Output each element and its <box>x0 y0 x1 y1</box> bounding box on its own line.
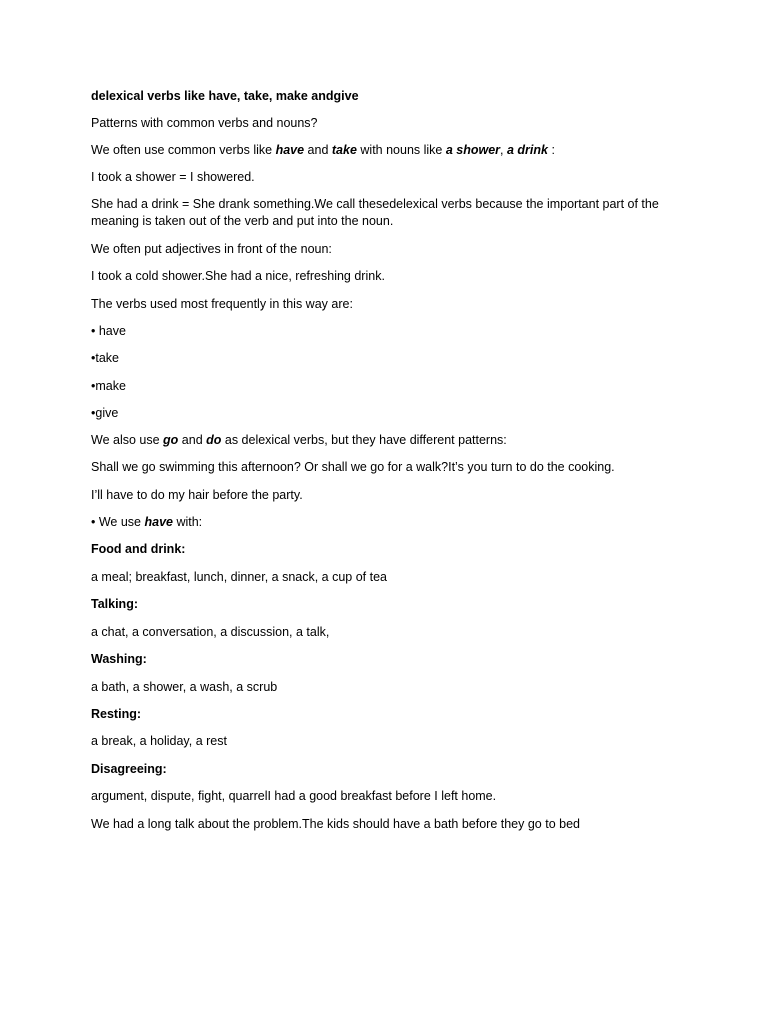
closing-paragraph: We had a long talk about the problem.The kids should have a bath before they go to bed <box>91 817 580 831</box>
category-heading: Talking: <box>91 597 138 611</box>
intro-paragraph <box>91 142 681 158</box>
intro-and: and <box>304 143 332 157</box>
intro-text-1: We often use common verbs like <box>91 143 276 157</box>
adjectives-note: We often put adjectives in front of the noun: <box>91 242 332 256</box>
go-do-go: go <box>163 433 179 447</box>
example-4: Shall we go swimming this afternoon? Or shall we go for a walk?It’s you turn to do the cooking. <box>91 460 615 474</box>
verb-list-item: •take <box>91 351 120 365</box>
go-do-do: do <box>206 433 222 447</box>
intro-have: have <box>275 143 305 157</box>
example-1: I took a shower = I showered. <box>91 170 255 184</box>
go-do-paragraph <box>91 432 681 448</box>
go-do-text-1: We also use <box>91 433 164 447</box>
category-items: a chat, a conversation, a discussion, a talk, <box>91 625 330 639</box>
go-do-and: and <box>178 433 207 447</box>
intro-text-2: with nouns like <box>356 143 446 157</box>
category-heading: Resting: <box>91 707 141 721</box>
use-have-text-2: with: <box>172 515 203 529</box>
use-have-have: have <box>144 515 173 529</box>
example-5: I’ll have to do my hair before the party. <box>91 488 303 502</box>
example-2: She had a drink = She drank something.We call thesedelexical verbs because the important part of the meaning is taken out of the verb and put into the noun. <box>91 197 659 228</box>
category-heading: Washing: <box>91 652 147 666</box>
intro-comma: , <box>500 143 507 157</box>
verb-list-item: • have <box>91 324 126 338</box>
document-subtitle: Patterns with common verbs and nouns? <box>91 116 318 130</box>
category-heading: Food and drink: <box>91 542 186 556</box>
category-heading: Disagreeing: <box>91 762 167 776</box>
intro-colon: : <box>548 143 555 157</box>
verb-list-item: •make <box>91 379 126 393</box>
category-items: a bath, a shower, a wash, a scrub <box>91 680 278 694</box>
intro-a-drink: a drink <box>507 143 548 157</box>
document-title: delexical verbs like have, take, make andgive <box>91 89 359 103</box>
intro-take: take <box>331 143 357 157</box>
example-3: I took a cold shower.She had a nice, refreshing drink. <box>91 269 385 283</box>
category-items: a break, a holiday, a rest <box>91 734 227 748</box>
go-do-text-2: as delexical verbs, but they have different patterns: <box>221 433 507 447</box>
intro-a-shower: a shower <box>445 143 501 157</box>
category-items: argument, dispute, fight, quarrelI had a good breakfast before I left home. <box>91 789 497 803</box>
use-have-heading <box>91 514 681 530</box>
verbs-intro: The verbs used most frequently in this way are: <box>91 297 353 311</box>
use-have-text-1: • We use <box>91 515 145 529</box>
verb-list-item: •give <box>91 406 119 420</box>
category-items: a meal; breakfast, lunch, dinner, a snack, a cup of tea <box>91 570 388 584</box>
